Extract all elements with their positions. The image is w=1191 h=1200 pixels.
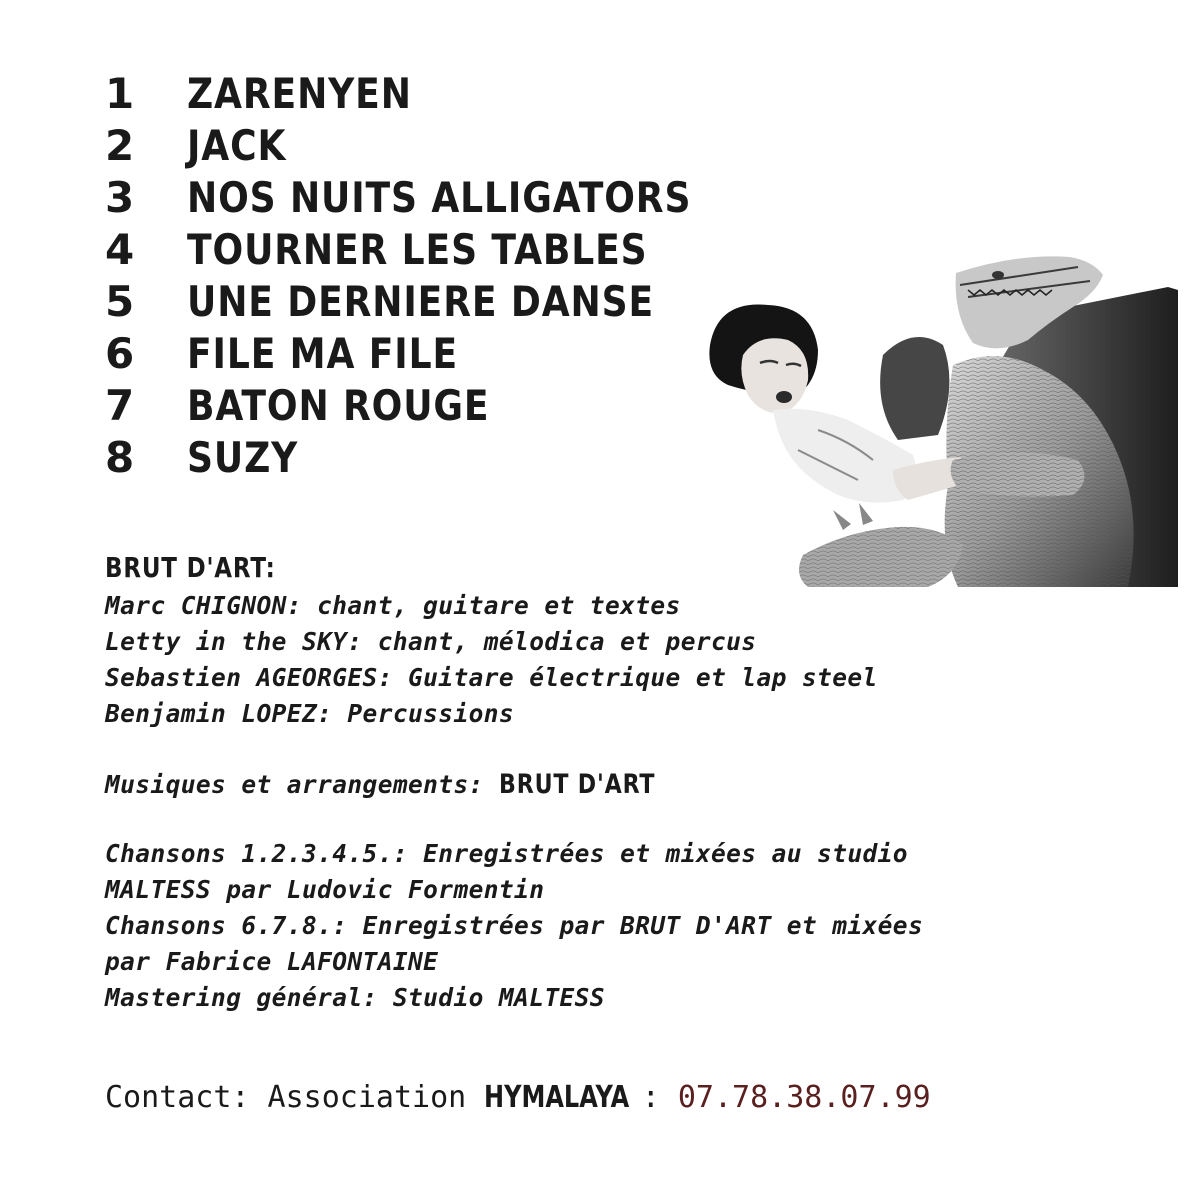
track-item (105, 224, 773, 276)
contact-separator: : (641, 1080, 678, 1115)
track-number: 3 (105, 173, 136, 222)
track-number: 7 (105, 381, 136, 430)
track-number: 4 (105, 225, 136, 274)
track-number: 5 (105, 277, 136, 326)
track-title: UNE DERNIERE DANSE (187, 277, 655, 326)
band-member-line: Marc CHIGNON: chant, guitare et textes (105, 591, 681, 620)
track-number: 1 (105, 69, 136, 118)
association-name: HYMALAYA (484, 1080, 630, 1115)
track-title: JACK (187, 121, 287, 170)
music-credit-line (105, 767, 1175, 803)
recording-credit-line: Mastering général: Studio MALTESS (105, 983, 605, 1012)
recording-credit-line: MALTESS par Ludovic Formentin (105, 875, 545, 904)
woman-and-alligator-man-photo (698, 245, 1178, 587)
band-member-line: Sebastien AGEORGES: Guitare électrique et lap steel (105, 663, 878, 692)
track-item (105, 120, 773, 172)
track-item (105, 328, 773, 380)
band-heading: BRUT D'ART: (105, 551, 276, 584)
track-title: ZARENYEN (187, 69, 412, 118)
credits-section (105, 548, 1175, 1016)
band-member-line: Benjamin LOPEZ: Percussions (105, 699, 515, 728)
recording-credit-line: par Fabrice LAFONTAINE (105, 947, 439, 976)
track-list (105, 68, 773, 484)
contact-label: Contact: Association (105, 1080, 485, 1115)
contact-phone: 07.78.38.07.99 (677, 1080, 931, 1115)
track-title: BATON ROUGE (187, 381, 490, 430)
track-number: 2 (105, 121, 136, 170)
recording-credit-line: Chansons 1.2.3.4.5.: Enregistrées et mixées au studio (105, 839, 908, 868)
band-member-line: Letty in the SKY: chant, mélodica et percus (105, 627, 757, 656)
music-credit-value: BRUT D'ART (498, 769, 656, 800)
track-item (105, 276, 773, 328)
track-title: SUZY (187, 433, 299, 482)
track-number: 6 (105, 329, 136, 378)
track-item (105, 172, 773, 224)
track-item (105, 432, 773, 484)
track-item (105, 380, 773, 432)
track-title: NOS NUITS ALLIGATORS (187, 173, 692, 222)
recording-credit-line: Chansons 6.7.8.: Enregistrées par BRUT D'ART et mixées (105, 911, 924, 940)
track-title: FILE MA FILE (187, 329, 458, 378)
contact-line (105, 1080, 931, 1115)
music-credit-label: Musiques et arrangements: (105, 770, 499, 799)
track-item (105, 68, 773, 120)
track-title: TOURNER LES TABLES (187, 225, 648, 274)
track-number: 8 (105, 433, 136, 482)
